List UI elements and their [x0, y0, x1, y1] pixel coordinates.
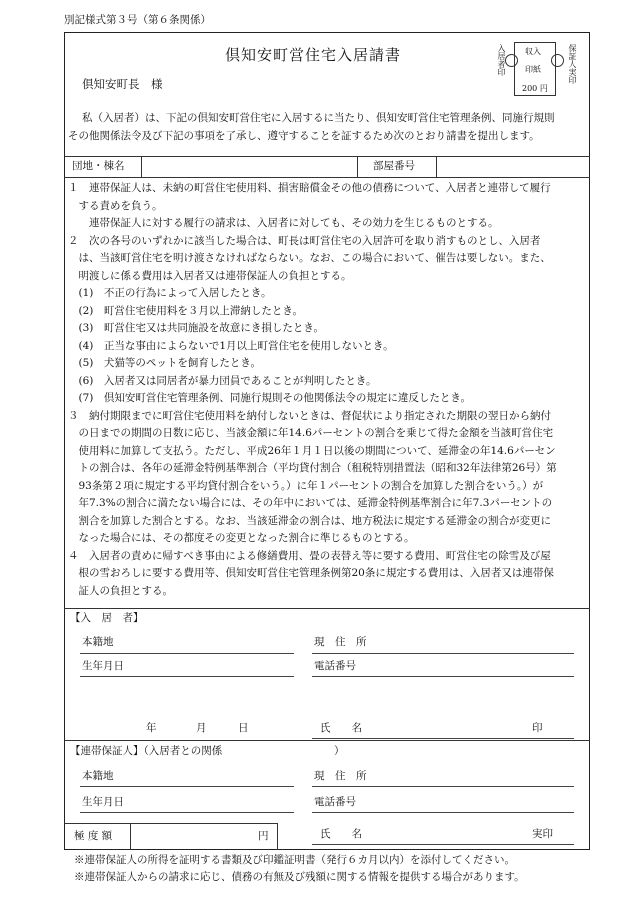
limit-box-right: [277, 823, 278, 850]
guarantor-phone-label: 電話番号: [314, 796, 356, 808]
addressee: 倶知安町長 様: [82, 77, 163, 91]
tenant-address-field[interactable]: [312, 653, 574, 654]
term-line: 割合を加算した割合とする。なお、当該延滞金の割合は、地方税法に規定する延滞金の割合が変更に: [68, 514, 551, 527]
unit-row-bottom: [64, 177, 590, 178]
intro-line-1: 私（入居者）は、下記の倶知安町営住宅に入居するに当たり、倶知安町営住宅管理条例、同施行規則: [82, 112, 555, 124]
term-line: 根の雪おろしに要する費用等、倶知安町営住宅管理条例第20条に規定する費用は、入居者又は連帯保: [68, 567, 554, 579]
term-line: (5) 犬猫等のペットを飼育したとき。: [68, 357, 261, 369]
room-label: 部屋番号: [373, 160, 415, 172]
tenant-name-field[interactable]: [312, 738, 574, 739]
term-line: ４ 入居者の責めに帰すべき事由による修繕費用、畳の表替え等に要する費用、町営住宅の除雪及び屋: [68, 549, 551, 562]
tenant-seal-label: 入居者印: [497, 44, 506, 76]
limit-box-divider: [130, 823, 131, 850]
guarantor-seal-mark: 実印: [532, 828, 553, 840]
term-line: 年7.3%の割合に満たない場合には、その年中においては、延滞金特例基準割合に年7.3パーセントの: [68, 497, 553, 509]
term-line: 93条第２項に規定する平均貸付割合をいう。）に年１パーセントの割合を加算した割合をいう。）が: [68, 479, 544, 492]
tenant-phone-label: 電話番号: [314, 660, 356, 672]
limit-yen-label: 円: [258, 830, 269, 842]
revenue-stamp-line3: 200 円: [522, 84, 548, 93]
term-line: の日までの期間の日数に応じ、当該金額に年14.6パーセントの割合を乗じて得た金額を当該町営住宅: [68, 427, 554, 439]
term-line: する責めを負う。: [68, 199, 163, 212]
tenant-name-label: 氏 名: [320, 722, 362, 734]
term-line: 証人の負担とする。: [68, 584, 173, 597]
term-line: (6) 入居者又は同居者が暴力団員であることが判明したとき。: [68, 374, 377, 387]
term-line: ２ 次の各号のいずれかに該当した場合は、町長は町営住宅の入居許可を取り消すものとし、入居者: [68, 234, 541, 247]
term-line: １ 連帯保証人は、未納の町営住宅使用料、損害賠償金その他の債務について、入居者と連帯して履行: [68, 182, 551, 194]
guarantor-heading: 【連帯保証人】（入居者との関係: [70, 745, 223, 757]
note-1: ※連帯保証人の所得を証明する書類及び印鑑証明書（発行６カ月以内）を添付してください。: [74, 854, 515, 866]
tenant-phone-field[interactable]: [312, 676, 574, 677]
unit-row-divider-3: [436, 156, 437, 177]
unit-row-divider-2: [357, 156, 358, 177]
form-code: 別記様式第３号（第６条関係）: [64, 14, 211, 26]
guarantor-phone-field[interactable]: [312, 812, 574, 813]
limit-label: 極 度 額: [74, 830, 113, 842]
term-line: なった場合には、その都度その変更となった割合に準じるものとする。: [68, 532, 415, 544]
term-line: (4) 正当な事由によらないで1月以上町営住宅を使用しないとき。: [68, 339, 394, 352]
term-line: (3) 町営住宅又は共同施設を故意にき損したとき。: [68, 322, 324, 334]
guarantor-name-field[interactable]: [312, 844, 574, 845]
limit-box-top: [64, 823, 277, 824]
term-line: (7) 倶知安町営住宅管理条例、同施行規則その他関係法令の規定に違反したとき。: [68, 392, 471, 404]
terms-section: [68, 180, 557, 600]
tenant-birth-field[interactable]: [80, 676, 294, 677]
unit-row-top: [64, 156, 590, 157]
tenant-day-label: 日: [238, 722, 249, 734]
guarantor-relation-close: ）: [334, 745, 345, 757]
tenant-year-label: 年: [146, 722, 157, 734]
term-line: 使用料に加算して支払う。ただし、平成26年１月１日以後の期間について、延滞金の年14.6パーセン: [68, 444, 556, 457]
guarantor-birth-field[interactable]: [80, 812, 294, 813]
unit-row-divider-1: [141, 156, 142, 177]
tenant-section-top: [64, 608, 590, 609]
guarantor-address-label: 現 住 所: [314, 770, 367, 782]
revenue-stamp-line2: 印紙: [525, 65, 541, 74]
tenant-month-label: 月: [196, 722, 207, 734]
term-line: トの割合は、各年の延滞金特例基準割合（平均貸付割合（租税特別措置法（昭和32年法律第26号）第: [68, 462, 557, 474]
term-line: ３ 納付期限までに町営住宅使用料を納付しないときは、督促状により指定された期限の翌日から納付: [68, 409, 551, 422]
guarantor-name-label: 氏 名: [320, 828, 362, 840]
term-line: (2) 町営住宅使用料を３月以上滞納したとき。: [68, 304, 303, 317]
tenant-domicile-label: 本籍地: [82, 636, 114, 648]
tenant-seal-mark: 印: [532, 722, 543, 734]
guarantor-section-top: [64, 740, 590, 741]
guarantor-seal-circle: [551, 54, 564, 67]
tenant-birth-label: 生年月日: [82, 660, 124, 672]
guarantor-address-field[interactable]: [312, 786, 574, 787]
tenant-domicile-field[interactable]: [80, 653, 294, 654]
tenant-address-label: 現 住 所: [314, 636, 367, 648]
term-line: (1) 不正の行為によって入居したとき。: [68, 287, 272, 299]
term-line: 明渡しに係る費用は入居者又は連帯保証人の負担とする。: [68, 269, 352, 282]
term-line: 連帯保証人に対する履行の請求は、入居者に対しても、その効力を生じるものとする。: [68, 217, 499, 229]
page-title: 倶知安町営住宅入居請書: [225, 46, 402, 64]
guarantor-domicile-field[interactable]: [80, 786, 294, 787]
term-line: は、当該町営住宅を明け渡さなければならない。なお、この場合において、催告は要しない。また、: [68, 252, 551, 264]
note-2: ※連帯保証人からの請求に応じ、債務の有無及び残額に関する情報を提供する場合があります。: [74, 871, 525, 883]
intro-line-2: その他関係法令及び下記の事項を了承し、遵守することを証するため次のとおり請書を提出します。: [68, 130, 540, 142]
block-label: 団地・棟名: [72, 160, 125, 172]
tenant-heading: 【入 居 者】: [70, 612, 144, 624]
guarantor-birth-label: 生年月日: [82, 796, 124, 808]
guarantor-seal-label: 保証人実印: [568, 44, 577, 84]
revenue-stamp-line1: 収入: [525, 47, 541, 56]
guarantor-domicile-label: 本籍地: [82, 770, 114, 782]
